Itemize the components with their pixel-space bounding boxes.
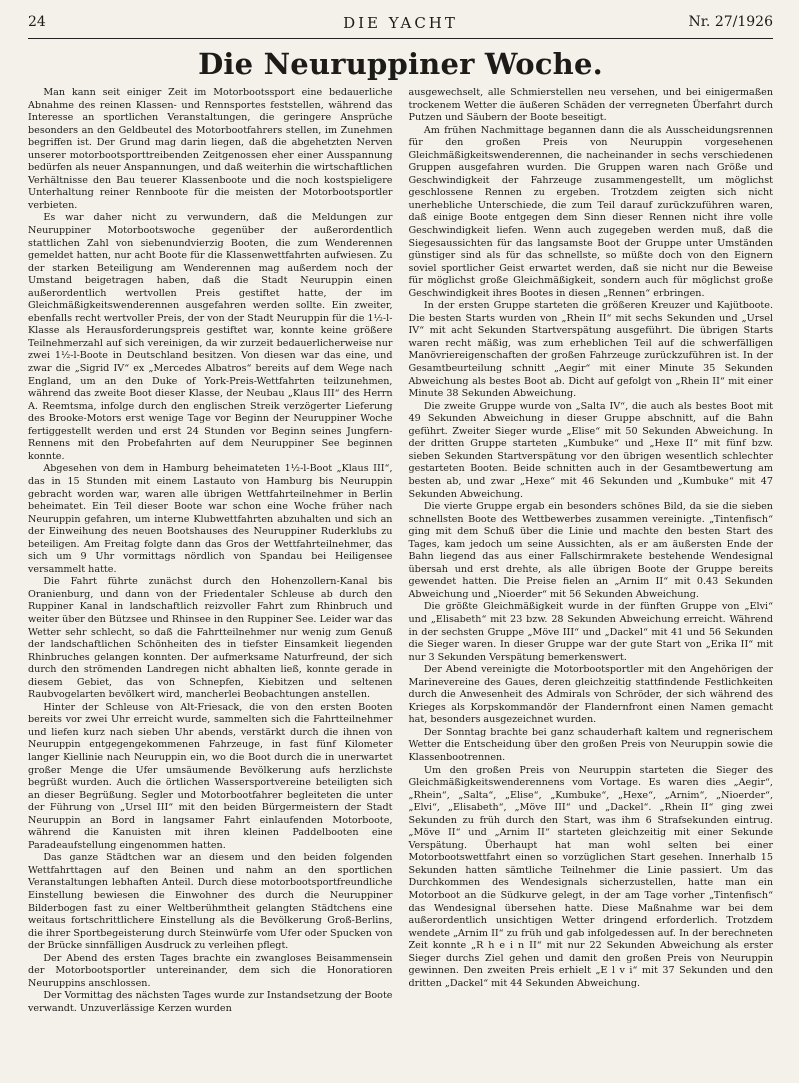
paragraph: In der ersten Gruppe starteten die größeren Kreuzer und Kajütboote. Die besten Starts wurden von „Rhein II“ mit sechs Sekunden und „Ursel IV“ mit acht Sekunden Startverspätung ausgeführt. Die übrigen Starts waren recht mäßig, was zum erheblichen Teil auf die schwerfälligen Manövriereigenschaften der großen Fahrzeuge zurückzuführen ist. In der Gesamtbeurteilung schnitt „Aegir“ mit einer Minute 35 Sekunden Abweichung als bestes Boot ab. Dicht auf gefolgt von „Rhein II“ mit einer Minute 38 Sekunden Abweichung.	[408, 300, 773, 400]
paragraph: Um den großen Preis von Neuruppin starteten die Sieger des Gleichmäßigkeitswenderennens vom Vortage. Es waren dies „Aegir“, „Rhein“, „Salta“, „Elise“, „Kumbuke“, „Hexe“, „Arnim“, „Nioerder“, „Elvi“, „Elisabeth“, „Möve III“ und „Dackel“. „Rhein II“ ging zwei Sekunden zu früh durch den Start, was ihm 6 Strafsekunden eintrug. „Möve II“ und „Arnim II“ starteten gleichzeitig mit einer Sekunde Verspätung. Überhaupt hat man wohl selten bei einer Motorbootswettfahrt einen so vorzüglichen Start gesehen. Innerhalb 15 Sekunden hatten sämtliche Teilnehmer die Linie passiert. Um das Durchkommen des Wendesignals sicherzustellen, hatte man ein Motorboot an die Südkurve gelegt, in der am Tage vorher „Tintenfisch“ das Wendesignal übersehen hatte. Diese Maßnahme war bei dem außerordentlich unsichtigen Wetter dringend erforderlich. Trotzdem wendete „Arnim II“ zu früh und gab infolgedessen auf. In der berechneten Zeit konnte „R h e i n II“ mit nur 22 Sekunden Abweichung als erster Sieger durchs Ziel gehen und damit den großen Preis von Neuruppin gewinnen. Den zweiten Preis erhielt „E l v i“ mit 37 Sekunden und den dritten „Dackel“ mit 44 Sekunden Abweichung.	[408, 764, 773, 989]
running-header	[28, 10, 773, 34]
paragraph: Die vierte Gruppe ergab ein besonders schönes Bild, da sie die sieben schnellsten Boote des Wettbewerbes zusammen vereinigte. „Tintenfisch“ ging mit dem Schuß über die Linie und machte den besten Start des Tages, kam jedoch um seine Aussichten, als er am äußersten Ende der Bahn liegend das aus einer Fallschirmrakete bestehende Wendesignal übersah und erst drehte, als alle übrigen Boote der Gruppe bereits gewendet hatten. Die Preise fielen an „Arnim II“ mit 0.43 Sekunden Abweichung und „Nioerder“ mit 56 Sekunden Abweichung.	[408, 501, 773, 600]
paragraph: Man kann seit einiger Zeit im Motorbootssport eine bedauerliche Abnahme des reinen Klassen- und Rennsportes feststellen, während das Interesse an sportlichen Veranstaltungen, die geringere Ansprüche besonders an den Geldbeutel des Motorbootfahrers stellen, im Zunehmen begriffen ist. Der Grund mag darin liegen, daß die abgehetzten Nerven unserer motorbootsporttreibenden Zeitgenossen eher einer Ausspannung bedürfen als neuer Anspannungen, und daß weiterhin die wirtschaftlichen Verhältnisse den Bau teuerer Klassenboote und die noch kostspieligere Unterhaltung reiner Rennboote für die meisten der Motorbootsportler verbieten.	[28, 87, 393, 211]
header-rule	[28, 38, 773, 39]
paragraph: Die zweite Gruppe wurde von „Salta IV“, die auch als bestes Boot mit 49 Sekunden Abweichung in dieser Gruppe abschnitt, auf die Bahn geführt. Zweiter Sieger wurde „Elise“ mit 50 Sekunden Abweichung. In der dritten Gruppe starteten „Kumbuke“ und „Hexe II“ mit fünf bzw. sieben Sekunden Startverspätung vor den übrigen wesentlich schlechter gestarteten Booten. Beide schnitten auch in der Gesamtbewertung am besten ab, und zwar „Hexe“ mit 46 Sekunden und „Kumbuke“ mit 47 Sekunden Abweichung.	[408, 400, 773, 500]
paragraph: Das ganze Städtchen war an diesem und den beiden folgenden Wettfahrttagen auf den Beinen und nahm an den sportlichen Veranstaltungen lebhaften Anteil. Durch diese motorbootsportfreundliche Einstellung bewiesen die Einwohner des durch die Neuruppiner Bilderbogen fast zu einer Weltberühmtheit gelangten Städtchens eine weitaus fortschrittlichere Einstellung als die Bevölkerung Groß-Berlins, die ihrer Sportbegeisterung durch Steinwürfe vom Ufer oder Spucken von der Brücke sinnfälligen Ausdruck zu verleihen pflegt.	[28, 852, 393, 952]
paragraph: Der Abend vereinigte die Motorbootsportler mit den Angehörigen der Marinevereine des Gaues, deren gleichzeitig stattfindende Festlichkeiten durch die Anwesenheit des Admirals von Schröder, der sich während des Krieges als Korpskommandör der Flandernfront einen Namen gemacht hat, besonders ausgezeichnet wurden.	[408, 664, 773, 726]
paragraph-continuation: ausgewechselt, alle Schmierstellen neu versehen, und bei einigermaßen trockenem Wetter die äußeren Schäden der verregneten Überfahrt durch Putzen und Säubern der Boote beseitigt.	[408, 87, 773, 124]
paragraph: Am frühen Nachmittage begannen dann die als Ausscheidungsrennen für den großen Preis von Neuruppin vorgesehenen Gleichmäßigkeitswenderennen, die nacheinander in sechs verschiedenen Gruppen ausgefahren wurden. Die Gruppen waren nach Größe und Geschwindigkeit der Fahrzeuge zusammengestellt, um möglichst geschlossene Rennen zu ergeben. Trotzdem zeigten sich nicht unerhebliche Unterschiede, die zum Teil darauf zurückzuführen waren, daß einige Boote entgegen dem Sinn dieser Rennen nicht ihre volle Geschwindigkeit liefen. Wenn auch zugegeben werden muß, daß die Siegesaussichten für das langsamste Boot der Gruppe unter Umständen günstiger sind als für das schnellste, so müßte doch von den Eignern soviel sportlicher Geist erwartet werden, daß sie nicht nur die Beweise für möglichst große Gleichmäßigkeit, sondern auch für möglichst große Geschwindigkeit ihres Bootes in diesen „Rennen“ erbringen.	[408, 124, 773, 299]
paragraph: Es war daher nicht zu verwundern, daß die Meldungen zur Neuruppiner Motorbootswoche gegenüber der außerordentlich stattlichen Zahl von siebenundvierzig Booten, die zum Wenderennen gemeldet hatten, nur acht Boote für die Klassenwettfahrten aufwiesen. Zu der starken Beteiligung am Wenderennen mag außerdem noch der Umstand beigetragen haben, daß die Stadt Neuruppin einen außerordentlich wertvollen Preis gestiftet hatte, der im Gleichmäßigkeitswenderennen ausgefahren werden sollte. Ein zweiter, ebenfalls recht wertvoller Preis, der von der Stadt Neuruppin für die 1½-l-Klasse als Herausforderungspreis gestiftet war, konnte keine größere Teilnehmerzahl auf sich vereinigen, da wir zurzeit bedauerlicherweise nur zwei 1½-l-Boote in Deutschland besitzen. Von diesen war das eine, und zwar die „Sigrid IV“ ex „Mercedes Albatros“ bereits auf dem Wege nach England, um an den Duke of York-Preis-Wettfahrten teilzunehmen, während das zweite Boot dieser Klasse, der Neubau „Klaus III“ des Herrn A. Reemtsma, infolge durch den englischen Streik verzögerter Lieferung des Brooke-Motors erst wenige Tage vor Beginn der Neuruppiner Woche fertiggestellt werden und erst 24 Stunden vor Beginn seines Jungfern-Rennens mit den Probefahrten auf dem Neuruppiner See beginnen konnte.	[28, 212, 393, 462]
article-title: Die Neuruppiner Woche.	[198, 47, 603, 81]
journal-title: DIE YACHT	[343, 14, 458, 32]
paragraph: Die Fahrt führte zunächst durch den Hohenzollern-Kanal bis Oranienburg, und dann von der Friedentaler Schleuse ab durch den Ruppiner Kanal in landschaftlich reizvoller Fahrt zum Rhinbruch und weiter über den Bützsee und Rhinsee in den Ruppiner See. Leider war das Wetter sehr schlecht, so daß die Fahrtteilnehmer nur wenig zum Genuß der landschaftlichen Schönheiten des in tiefster Einsamkeit liegenden Rhinbruches gelangen konnten. Der aufmerksame Naturfreund, der sich durch den strömenden Landregen nicht abhalten ließ, konnte gerade in diesem Gebiet, das von Schnepfen, Kiebitzen und seltenen Raubvogelarten bevölkert wird, mancherlei Beobachtungen anstellen.	[28, 576, 393, 701]
paragraph: Der Sonntag brachte bei ganz schauderhaft kaltem und regnerischem Wetter die Entscheidung über den großen Preis von Neuruppin sowie die Klassenbootrennen.	[408, 726, 773, 763]
right-column	[409, 87, 774, 1015]
paragraph: Der Vormittag des nächsten Tages wurde zur Instandsetzung der Boote verwandt. Unzuverlässige Kerzen wurden	[28, 990, 393, 1014]
paragraph: Der Abend des ersten Tages brachte ein zwangloses Beisammensein der Motorbootsportler untereinander, dem sich die Honoratioren Neuruppins anschlossen.	[28, 952, 393, 989]
paragraph: Hinter der Schleuse von Alt-Friesack, die von den ersten Booten bereits vor zwei Uhr erreicht wurde, sammelten sich die Fahrtteilnehmer und liefen kurz nach sieben Uhr abends, verstärkt durch die ihnen von Neuruppin entgegengekommenen Fahrzeuge, in fast fünf Kilometer langer Kiellinie nach Neuruppin ein, wo die Boot durch die in unerwartet großer Menge die Ufer umsäumende Bevölkerung aufs herzlichste begrüßt wurden. Auch die örtlichen Wassersportvereine beteiligten sich an dieser Begrüßung. Segler und Motorbootfahrer begleiteten die unter der Führung von „Ursel III“ mit den beiden Bürgermeistern der Stadt Neuruppin an Bord in langsamer Fahrt einlaufenden Motorboote, während die Kanuisten mit ihren kleinen Paddelbooten eine Paradeaufstellung eingenommen hatten.	[28, 701, 393, 851]
paragraph: Die größte Gleichmäßigkeit wurde in der fünften Gruppe von „Elvi“ und „Elisabeth“ mit 23 bzw. 28 Sekunden Abweichung erreicht. Während in der sechsten Gruppe „Möve III“ und „Dackel“ mit 41 und 56 Sekunden die Sieger waren. In dieser Gruppe war der gute Start von „Erika II“ mit nur 3 Sekunden Verspätung bemerkenswert.	[408, 601, 773, 663]
article-body	[28, 87, 773, 1015]
paragraph: Abgesehen von dem in Hamburg beheimateten 1½-l-Boot „Klaus III“, das in 15 Stunden mit einem Lastauto von Hamburg bis Neuruppin gebracht worden war, waren alle übrigen Wettfahrteilnehmer in Berlin beheimatet. Ein Teil dieser Boote war schon eine Woche früher nach Neuruppin gefahren, um interne Klubwettfahrten abzuhalten und sich an der Einweihung des neuen Bootshauses des Neuruppiner Ruderklubs zu beteiligen. Am Freitag folgte dann das Gros der Wettfahrteilnehmer, das sich um 9 Uhr vormittags nördlich von Spandau bei Heiligensee versammelt hatte.	[28, 463, 393, 575]
page-number: 24	[28, 14, 46, 30]
issue-number: Nr. 27/1926	[688, 14, 773, 30]
left-column	[28, 87, 393, 1015]
